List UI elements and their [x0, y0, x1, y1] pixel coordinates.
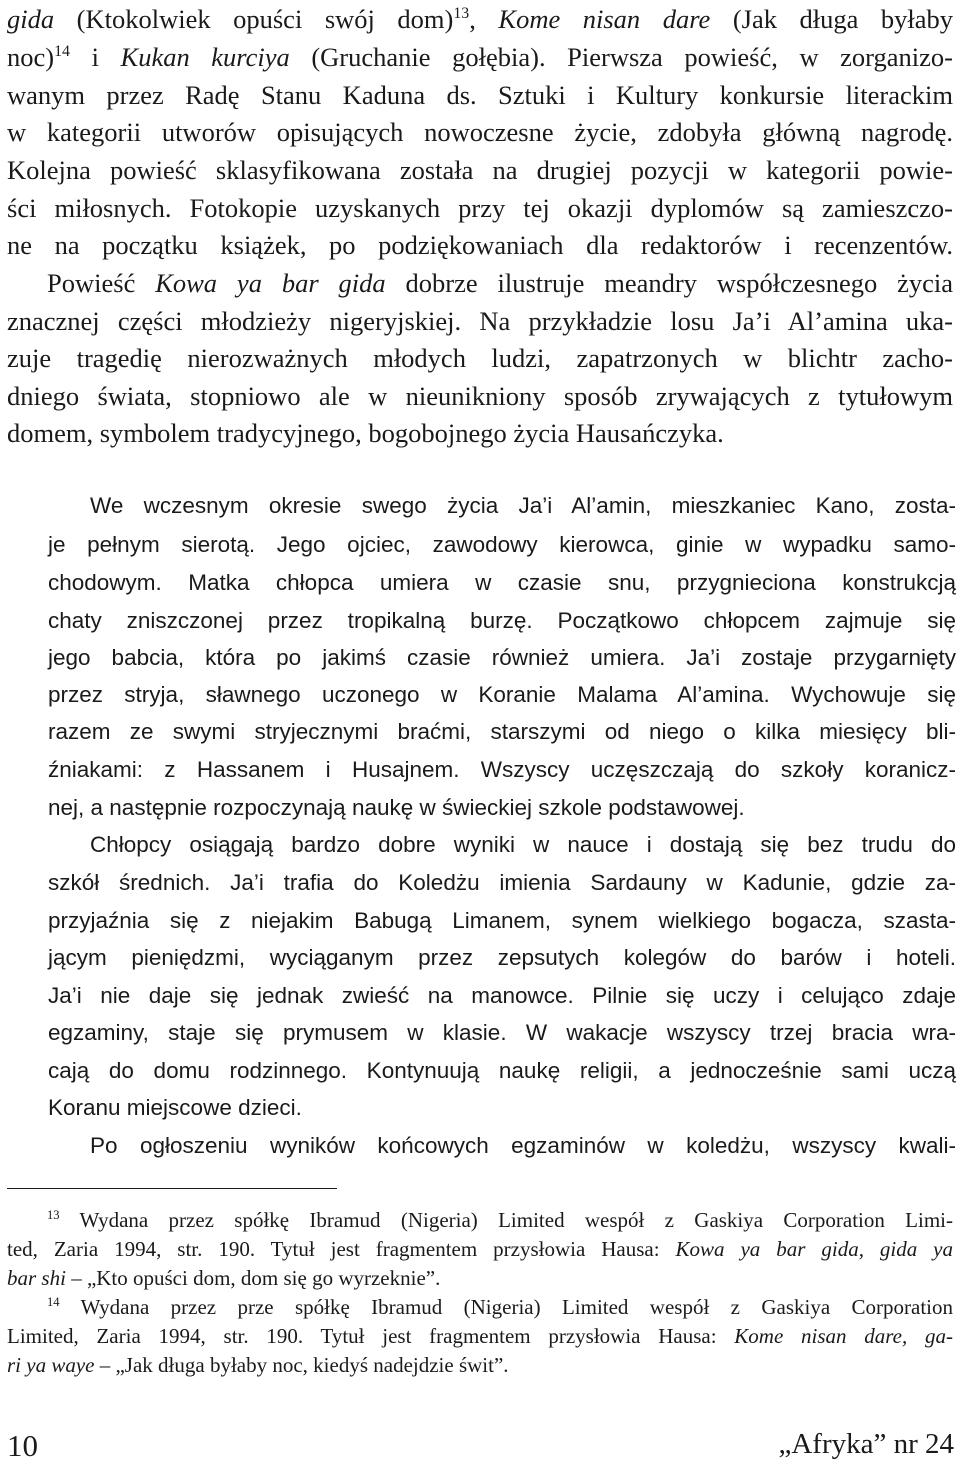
body-line-8 — [47, 268, 953, 299]
summary-line-3: chodowym. Matka chłopca umiera w czasie snu, przygnieciona konstrukcją — [48, 570, 956, 595]
book-title-kowa: Kowa ya bar gida — [155, 268, 386, 298]
summary-line-12: przyjaźnia się z niejakim Babugą Limanem, synem wielkiego bogacza, szasta- — [48, 908, 956, 933]
body-line-9: znacznej części młodzieży nigeryjskiej. Na przykładzie losu Ja’i Al’amina uka- — [7, 306, 953, 336]
summary-line-2: je pełnym sierotą. Jego ojciec, zawodowy kierowca, ginie w wypadku samo- — [48, 532, 956, 557]
footnote-divider — [7, 1188, 337, 1189]
summary-line-6: przez stryja, sławnego uczonego w Koranie Malama Al’amina. Wychowuje się — [48, 682, 956, 707]
text: (Gruchanie gołębia). Pierwsza powieść, w zorganizo- — [289, 42, 953, 72]
footnote-13-line-1 — [47, 1208, 953, 1233]
footnote-13-line-3 — [7, 1266, 953, 1291]
summary-line-8: źniakami: z Hassanem i Husajnem. Wszyscy uczęszczają do szkoły koranicz- — [48, 757, 956, 782]
summary-line-13: jącym pieniędzmi, wyciąganym przez zepsutych kolegów do barów i hoteli. — [48, 945, 956, 970]
body-line-12: domem, symbolem tradycyjnego, bogobojnego życia Hausańczyka. — [7, 418, 724, 448]
body-line-10: zuje tragedię nierozważnych młodych ludzi, zapatrzonych w blichtr zacho- — [7, 343, 953, 373]
summary-line-10: Chłopcy osiągają bardzo dobre wyniki w nauce i dostają się bez trudu do — [90, 832, 956, 857]
book-title-kowa: gida — [7, 4, 55, 34]
text: Powieść — [47, 268, 156, 298]
text: – „Jak długa byłaby noc, kiedyś nadejdzie świt”. — [94, 1353, 509, 1377]
footnote-14-line-1 — [47, 1295, 953, 1320]
text: (Jak długa byłaby — [710, 4, 954, 34]
footnote-ref-13: 13 — [453, 5, 470, 23]
proverb-italic: Kome nisan dare, ga- — [734, 1324, 953, 1348]
summary-line-7: razem ze swymi stryjecznymi braćmi, starszymi od niego o kilka miesięcy bli- — [48, 719, 956, 744]
body-line-7: ne na początku książek, po podziękowaniach dla redaktorów i recenzentów. — [7, 230, 953, 260]
summary-line-15: egzaminy, staje się prymusem w klasie. W wakacje wszyscy trzej bracia wra- — [48, 1020, 956, 1045]
summary-line-4: chaty zniszczonej przez tropikalną burzę. Początkowo chłopcem zajmuje się — [48, 608, 956, 633]
body-line-11: dniego świata, stopniowo ale w nieunikniony sposób zrywających z tytułowym — [7, 381, 953, 411]
footnote-13-line-2 — [7, 1237, 953, 1262]
summary-line-16: cają do domu rodzinnego. Kontynuują naukę religii, a jednocześnie sami uczą — [48, 1058, 956, 1083]
footnote-14-line-2 — [7, 1324, 953, 1349]
footnote-number-13: 13 — [47, 1208, 60, 1222]
body-line-3: wanym przez Radę Stanu Kaduna ds. Sztuki i Kultury konkursie literackim — [7, 80, 953, 110]
summary-line-17: Koranu miejscowe dzieci. — [48, 1095, 302, 1120]
book-title-kome: Kome nisan dare — [498, 4, 711, 34]
footnote-14-line-3 — [7, 1353, 953, 1378]
proverb-italic: Kowa ya bar gida, gida ya — [675, 1237, 954, 1261]
proverb-italic: ri ya waye — [7, 1353, 95, 1377]
footnote-ref-14: 14 — [54, 43, 70, 61]
summary-line-5: jego babcia, która po jakimś czasie również umiera. Ja’i zostaje przygarnięty — [48, 645, 956, 670]
body-line-6: ści miłosnych. Fotokopie uzyskanych przy tej okazji dyplomów są zamieszczo- — [7, 193, 953, 223]
body-line-5: Kolejna powieść sklasyfikowana została na drugiej pozycji w kategorii powie- — [7, 155, 953, 185]
summary-line-9: nej, a następnie rozpoczynają naukę w świeckiej szkole podstawowej. — [48, 795, 745, 820]
summary-line-1: We wczesnym okresie swego życia Ja’i Al’amin, mieszkaniec Kano, zosta- — [90, 493, 956, 518]
text: Wydana przez spółkę Ibramud (Nigeria) Limited wespół z Gaskiya Corporation Limi- — [79, 1208, 953, 1232]
text: dobrze ilustruje meandry współczesnego życia — [385, 268, 953, 298]
body-line-1 — [7, 4, 953, 35]
text: (Ktokolwiek opuści swój dom) — [54, 4, 454, 34]
proverb-italic: bar shi — [7, 1266, 66, 1290]
summary-line-18: Po ogłoszeniu wyników końcowych egzaminów w koledżu, wszyscy kwali- — [90, 1133, 956, 1158]
text: ted, Zaria 1994, str. 190. Tytuł jest fragmentem przysłowia Hausa: — [7, 1237, 676, 1261]
footnote-number-14: 14 — [47, 1295, 60, 1309]
summary-line-11: szkół średnich. Ja’i trafia do Koledżu imienia Sardauny w Kadunie, gdzie za- — [48, 870, 956, 895]
body-line-4: w kategorii utworów opisujących nowoczesne życie, zdobyła główną nagrodę. — [7, 117, 953, 147]
body-line-2 — [7, 42, 953, 73]
summary-line-14: Ja’i nie daje się jednak zwieść na manowce. Pilnie się uczy i celująco zdaje — [48, 983, 956, 1008]
page-number: 10 — [7, 1428, 38, 1463]
text: noc) — [7, 42, 55, 72]
book-title-kukan: Kukan kurciya — [120, 42, 290, 72]
text: – „Kto opuści dom, dom się go wyrzeknie”. — [65, 1266, 441, 1290]
text: , — [469, 4, 499, 34]
journal-name: „Afryka” nr 24 — [778, 1428, 954, 1460]
text: Limited, Zaria 1994, str. 190. Tytuł jest fragmentem przysłowia Hausa: — [7, 1324, 735, 1348]
text: i — [69, 42, 121, 72]
text: Wydana przez prze spółkę Ibramud (Nigeria) Limited wespół z Gaskiya Corporation — [80, 1295, 953, 1319]
